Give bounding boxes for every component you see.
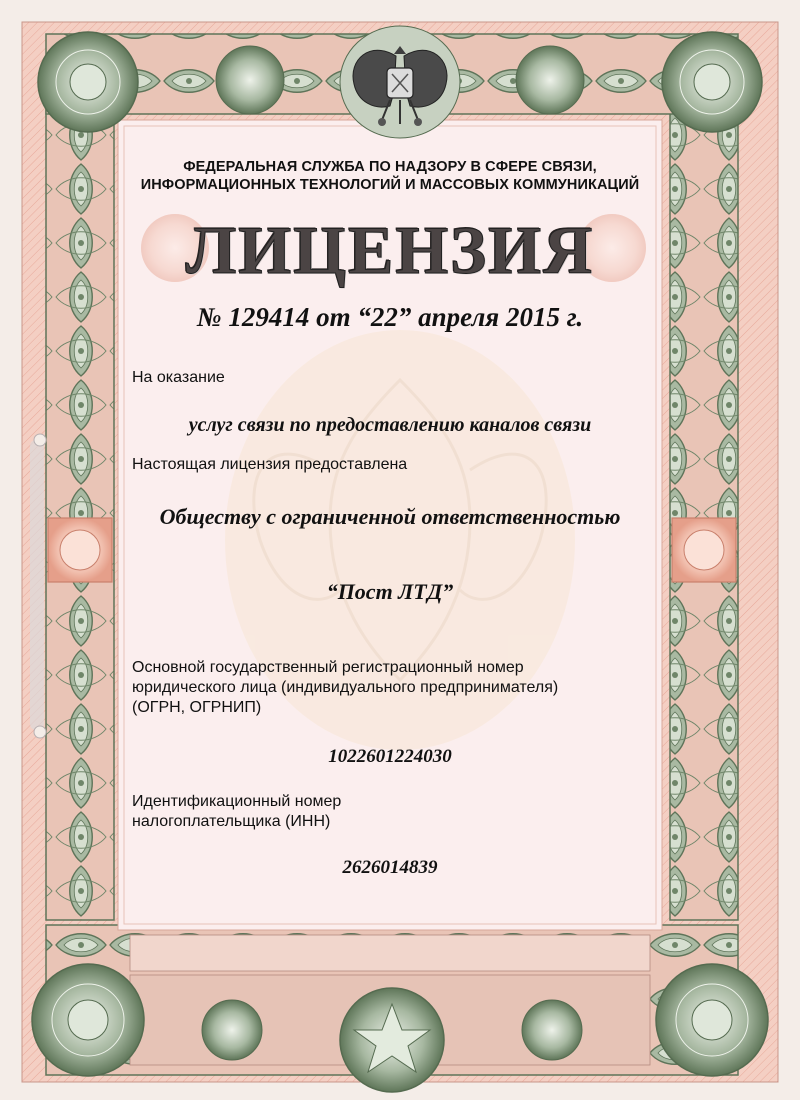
side-rosette-left-icon	[48, 518, 112, 582]
bottom-center-rosette-icon	[340, 988, 444, 1092]
service-label: На оказание	[132, 369, 225, 386]
corner-rosette-top-right-icon	[662, 32, 762, 132]
ogrn-label-line1: Основной государственный регистрационный номер	[132, 659, 524, 676]
agency-name-line1: ФЕДЕРАЛЬНАЯ СЛУЖБА ПО НАДЗОРУ В СФЕРЕ СВЯЗИ,	[183, 159, 597, 175]
agency-name-line2: ИНФОРМАЦИОННЫХ ТЕХНОЛОГИЙ И МАССОВЫХ КОММУНИКАЦИЙ	[140, 177, 640, 193]
russian-double-headed-eagle-emblem-icon	[340, 26, 460, 138]
ogrn-label	[132, 658, 558, 718]
company-name: “Пост ЛТД”	[326, 579, 454, 604]
inn-value: 2626014839	[342, 857, 438, 878]
service-value: услуг связи по предоставлению каналов связи	[188, 414, 592, 436]
inn-label	[132, 792, 341, 832]
inn-label-line2: налогоплательщика (ИНН)	[132, 813, 331, 830]
ogrn-value: 1022601224030	[328, 746, 452, 767]
side-rosette-right-icon	[672, 518, 736, 582]
document-title: ЛИЦЕНЗИЯ	[185, 212, 595, 288]
granted-label: Настоящая лицензия предоставлена	[132, 456, 408, 473]
corner-rosette-bottom-left-icon	[32, 964, 144, 1076]
license-number: № 129414 от “22” апреля 2015 г.	[196, 302, 584, 332]
agency-name	[120, 158, 660, 194]
corner-rosette-bottom-right-icon	[656, 964, 768, 1076]
ogrn-label-line3: (ОГРН, ОГРНИП)	[132, 699, 262, 716]
corner-rosette-top-left-icon	[38, 32, 138, 132]
inn-label-line1: Идентификационный номер	[132, 793, 342, 810]
ogrn-label-line2: юридического лица (индивидуального предпринимателя)	[132, 679, 559, 696]
company-type: Обществу с ограниченной ответственностью	[159, 504, 621, 529]
